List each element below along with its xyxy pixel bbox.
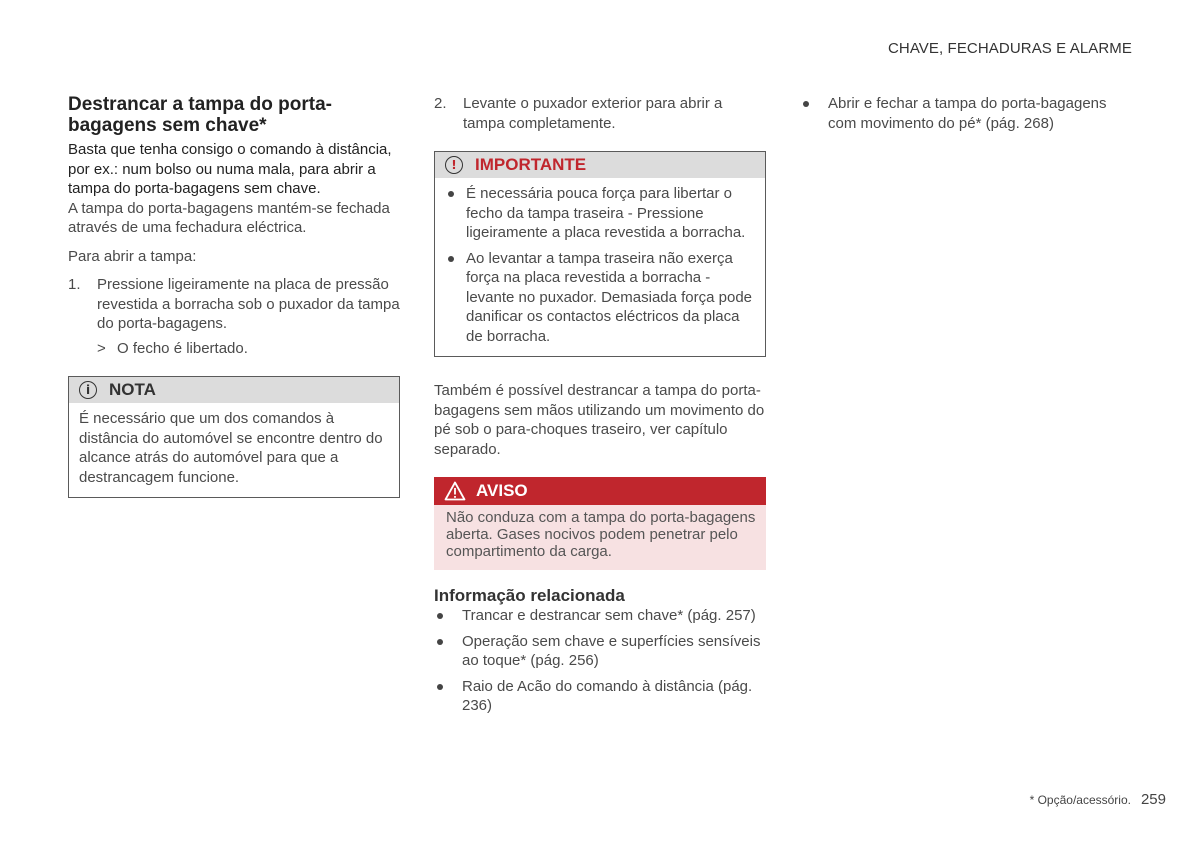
- warning-triangle-icon: [444, 481, 466, 501]
- list-item: [445, 184, 755, 243]
- bullet-icon: [448, 256, 454, 262]
- bullet-icon: [437, 684, 443, 690]
- note-text: É necessário que um dos comandos à distância do automóvel se encontre dentro do alcance atrás do automóvel para que a destrancagem funcione.: [79, 410, 383, 486]
- footnote: * Opção/acessório.: [1029, 793, 1131, 807]
- warning-box: [434, 477, 766, 570]
- list-item-text: É necessária pouca força para libertar o fecho da tampa traseira - Pressione ligeiramente a placa revestida a borracha.: [466, 185, 746, 241]
- list-item-text: Ao levantar a tampa traseira não exerça força na placa revestida a borracha - levante no puxador. Demasiada força pode danificar os contactos eléctricos da placa de borracha.: [466, 249, 753, 345]
- body-paragraph: A tampa do porta-bagagens mantém-se fechada através de uma fechadura eléctrica.: [68, 199, 390, 236]
- bullet-icon: [803, 101, 809, 107]
- intro-paragraph: Basta que tenha consigo o comando à distância, por ex.: num bolso ou numa mala, para abrir a tampa do porta-bagagens sem chave.: [68, 141, 392, 197]
- body-paragraph: Também é possível destrancar a tampa do porta-bagagens sem mãos utilizando um movimento do pé sob o para-choques traseiro, ver capítulo separado.: [434, 382, 765, 458]
- column-middle: [434, 94, 766, 716]
- related-link-text[interactable]: Operação sem chave e superfícies sensíveis ao toque* (pág. 256): [462, 632, 761, 669]
- column-right: [800, 94, 1130, 133]
- bullet-icon: [437, 639, 443, 645]
- important-header: [435, 152, 765, 178]
- lead-paragraph: Para abrir a tampa:: [68, 247, 197, 265]
- page-number: 259: [1140, 791, 1166, 808]
- note-box: [68, 376, 400, 498]
- important-box: [434, 151, 766, 357]
- step-item: [68, 275, 400, 334]
- step-number: 2.: [434, 95, 447, 112]
- step-item: [434, 94, 766, 133]
- related-list: [434, 606, 766, 716]
- steps-list: [68, 275, 400, 334]
- related-link-text[interactable]: Raio de Acão do comando à distância (pág. 236): [462, 677, 753, 714]
- related-link[interactable]: [434, 606, 766, 626]
- related-link[interactable]: [434, 677, 766, 716]
- column-left: [68, 94, 400, 498]
- bullet-icon: [437, 613, 443, 619]
- related-link-text[interactable]: Trancar e destrancar sem chave* (pág. 257): [462, 607, 756, 624]
- related-list: [800, 94, 1130, 133]
- note-label: NOTA: [109, 380, 156, 399]
- info-icon: i: [79, 381, 97, 399]
- page-footer: [1030, 791, 1166, 808]
- related-title: Informação relacionada: [434, 586, 625, 605]
- step-result: [68, 339, 400, 359]
- step-number: 1.: [68, 276, 81, 293]
- important-label: IMPORTANTE: [475, 155, 587, 174]
- warning-label: AVISO: [476, 481, 528, 500]
- exclamation-icon: !: [445, 156, 463, 174]
- related-info: [434, 586, 766, 716]
- warning-text: Não conduza com a tampa do porta-bagagens aberta. Gases nocivos podem penetrar pelo compartimento da carga.: [446, 509, 756, 560]
- list-item: [445, 249, 755, 347]
- section-title: Destrancar a tampa do porta-bagagens sem chave*: [68, 94, 332, 136]
- important-list: [445, 184, 755, 346]
- step-text: Pressione ligeiramente na placa de pressão revestida a borracha sob o puxador da tampa do porta-bagagens.: [97, 276, 400, 332]
- warning-header: [434, 477, 766, 505]
- bullet-icon: [448, 191, 454, 197]
- note-header: [69, 377, 399, 403]
- step-text: Levante o puxador exterior para abrir a tampa completamente.: [463, 95, 723, 132]
- related-link-text[interactable]: Abrir e fechar a tampa do porta-bagagens com movimento do pé* (pág. 268): [828, 95, 1107, 132]
- related-link[interactable]: [434, 632, 766, 671]
- result-arrow: >: [97, 339, 106, 357]
- related-link[interactable]: [800, 94, 1130, 133]
- result-text: O fecho é libertado.: [117, 339, 248, 357]
- section-header: CHAVE, FECHADURAS E ALARME: [887, 40, 1132, 57]
